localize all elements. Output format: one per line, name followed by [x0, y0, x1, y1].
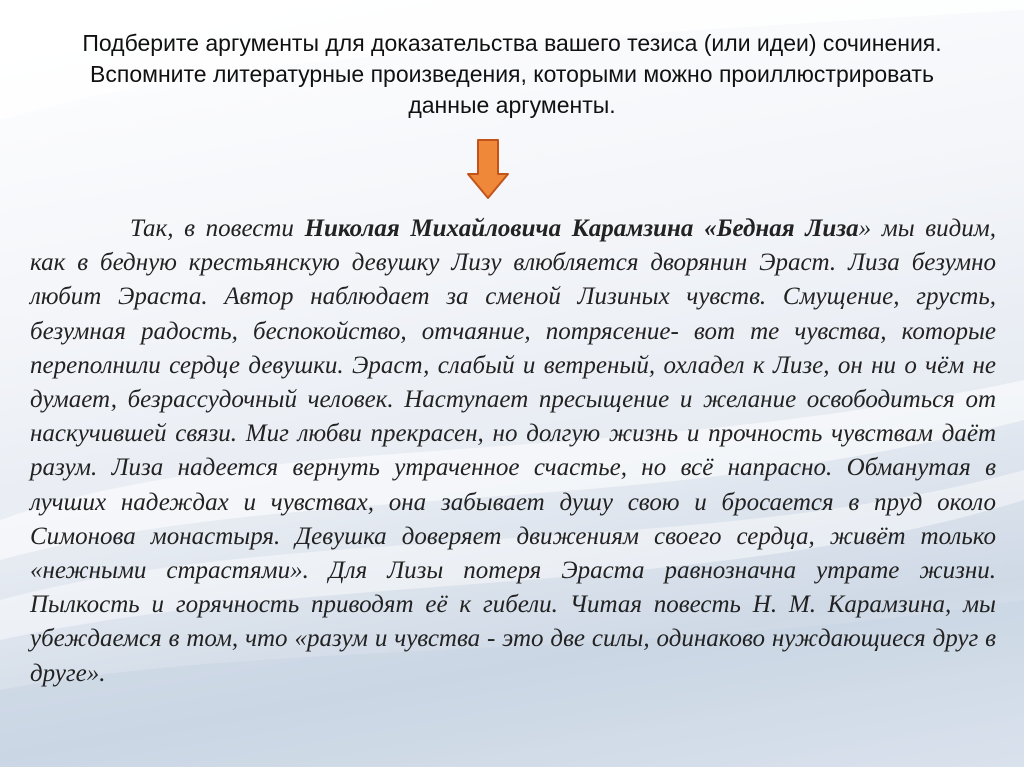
- author-and-title: Николая Михайловича Карамзина «Бедная Лиза: [304, 215, 859, 242]
- intro-text: Так, в повести: [130, 215, 305, 242]
- paragraph-text: » мы видим, как в бедную крестьянскую девушку Лизу влюбляется дворянин Эраст. Лиза безумно любит Эраста. Автор наблюдает за сменой Лизиных чувств. Смущение, грусть, безумная радость, беспокойство, отчаяние, потрясение- вот те чувства, которые переполнили сердце девушки. Эраст, слабый и ветреный, охладел к Лизе, он ни о чём не думает, безрассудочный человек. Наступает пресыщение и желание освободиться от наскучившей связи. Миг любви прекрасен, но долгую жизнь и прочность чувствам даёт разум. Лиза надеется вернуть утраченное счастье, но всё напрасно. Обманутая в лучших надеждах и чувствах, она забывает душу свою и бросается в пруд около Симонова монастыря. Девушка доверяет движениям своего сердца, живёт только «нежными страстями». Для Лизы потеря Эраста равнозначна утрате жизни. Пылкость и горячность приводят её к гибели. Читая повесть Н. М. Карамзина, мы убеждаемся в том, что «разум и чувства - это две силы, одинаково нуждающиеся друг в друге».: [30, 215, 997, 687]
- argument-paragraph: [30, 212, 996, 691]
- arrow-down-icon: [466, 138, 510, 200]
- task-instruction: Подберите аргументы для доказательства вашего тезиса (или идеи) сочинения. Вспомните литературные произведения, которыми можно проиллюстрировать данные аргументы.: [82, 30, 942, 118]
